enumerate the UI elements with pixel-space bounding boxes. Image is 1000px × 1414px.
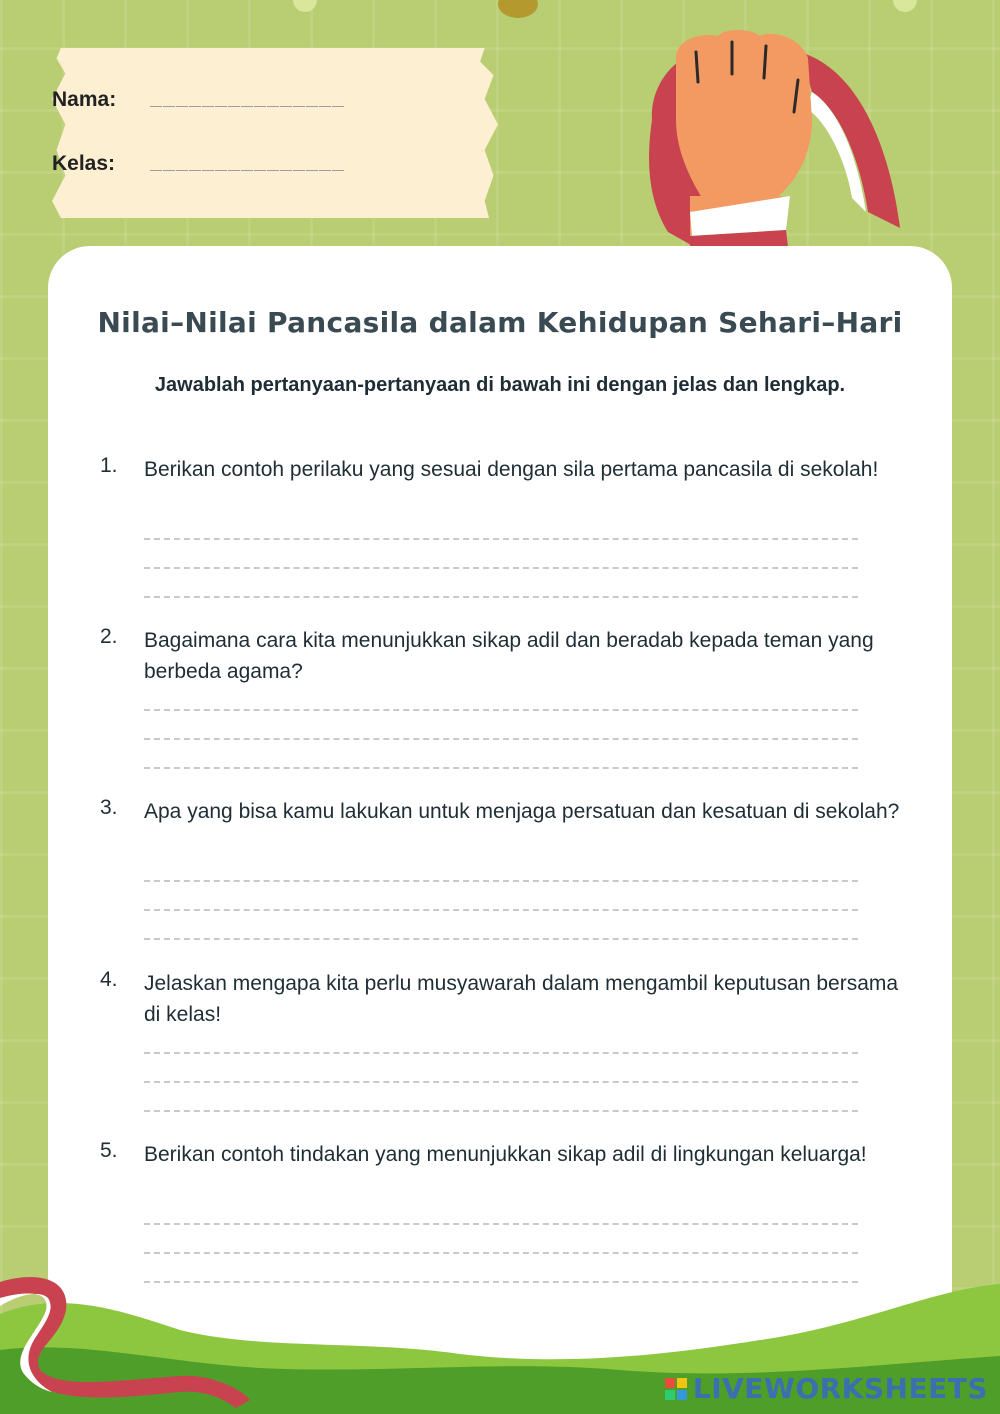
answer-line[interactable] (144, 1252, 858, 1254)
question-number: 3. (100, 796, 118, 819)
fist-flag-illustration (0, 0, 1000, 260)
question-text: Apa yang bisa kamu lakukan untuk menjaga persatuan dan kesatuan di sekolah? (144, 800, 900, 823)
question-number: 2. (100, 625, 118, 648)
instruction-text: Jawablah pertanyaan-pertanyaan di bawah ini dengan jelas dan lengkap. (154, 374, 846, 396)
question-text: Jelaskan mengapa kita perlu musyawarah dalam mengambil keputusan bersama di kelas! (144, 972, 899, 1026)
question-number: 5. (100, 1139, 118, 1162)
kelas-input-line[interactable]: _______________ (150, 152, 346, 176)
liveworksheets-brand (665, 1372, 988, 1405)
brand-name: LIVEWORKSHEETS (692, 1372, 988, 1405)
nama-label: Nama: (52, 88, 117, 111)
answer-line[interactable] (144, 909, 858, 911)
liveworksheets-logo-icon (665, 1378, 687, 1400)
answer-line[interactable] (144, 709, 858, 711)
nama-input-line[interactable]: _______________ (150, 88, 346, 112)
answer-line[interactable] (144, 596, 858, 598)
question-text: Berikan contoh tindakan yang menunjukkan sikap adil di lingkungan keluarga! (144, 1143, 867, 1166)
question-text: Berikan contoh perilaku yang sesuai dengan sila pertama pancasila di sekolah! (144, 458, 879, 481)
answer-line[interactable] (144, 767, 858, 769)
kelas-label: Kelas: (52, 152, 116, 175)
question-text: Bagaimana cara kita menunjukkan sikap adil dan beradab kepada teman yang berbeda agama? (144, 629, 874, 683)
question-number: 1. (100, 454, 118, 477)
answer-line[interactable] (144, 1110, 858, 1112)
answer-line[interactable] (144, 538, 858, 540)
answer-line[interactable] (144, 567, 858, 569)
answer-line[interactable] (144, 880, 858, 882)
question-number: 4. (100, 968, 118, 991)
answer-line[interactable] (144, 1223, 858, 1225)
answer-line[interactable] (144, 738, 858, 740)
page-title: Nilai–Nilai Pancasila dalam Kehidupan Sehari–Hari (97, 306, 903, 339)
answer-line[interactable] (144, 938, 858, 940)
answer-line[interactable] (144, 1081, 858, 1083)
answer-line[interactable] (144, 1052, 858, 1054)
